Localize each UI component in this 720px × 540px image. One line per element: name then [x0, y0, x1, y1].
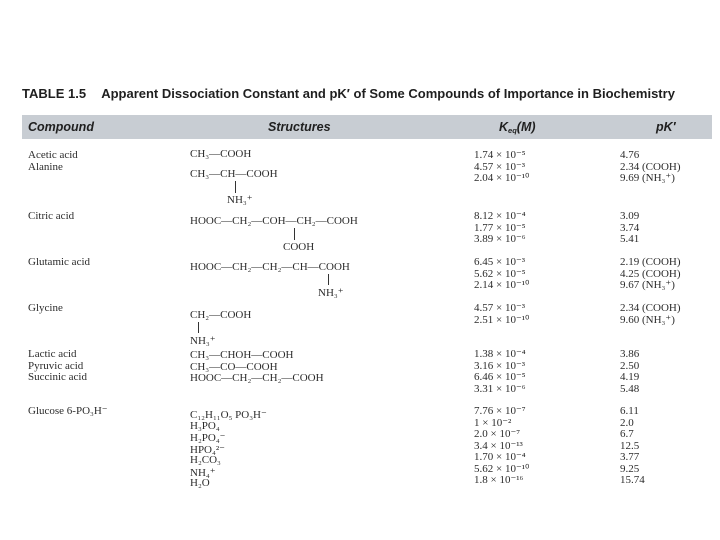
keq-value: 6.46 × 10⁻⁵: [474, 371, 526, 383]
keq-values: [474, 150, 529, 185]
structure-alanine: CH₃—CH—COOH: [190, 168, 278, 180]
pk-value: 2.19 (COOH): [620, 256, 681, 268]
compound-names: [28, 211, 74, 223]
table-number: TABLE 1.5: [22, 86, 87, 101]
structure-acetic: CH₃—COOH: [190, 148, 252, 160]
structure-alanine-sub: NH₃⁺: [227, 194, 253, 206]
keq-value: 3.16 × 10⁻³: [474, 359, 526, 372]
structure-lactic-pyruvic-succinic: [190, 349, 324, 384]
structure-phosphoric: H₃PO₄: [190, 419, 220, 432]
compound-names: [28, 406, 108, 418]
compound-name: Succinic acid: [28, 371, 87, 383]
pk-values: [620, 303, 681, 326]
keq-value: 5.62 × 10⁻⁵: [474, 267, 526, 280]
pk-value: 6.7: [620, 428, 634, 440]
keq-value: 1.74 × 10⁻⁵: [474, 149, 526, 161]
pk-value: 2.34 (COOH): [620, 302, 681, 314]
pk-value: 3.74: [620, 221, 640, 234]
bond-line: [198, 322, 199, 333]
table-title: [22, 86, 712, 101]
header-keq-subscript: eq: [508, 126, 517, 135]
pk-values: [620, 257, 681, 292]
keq-value: 2.51 × 10⁻¹⁰: [474, 313, 530, 326]
pk-value: 6.11: [620, 405, 639, 417]
pk-value: 9.69 (NH₃⁺): [620, 172, 675, 184]
compound-names: [28, 257, 90, 269]
pk-values: [620, 349, 639, 395]
compound-names: [28, 303, 63, 315]
pk-value: 4.25 (COOH): [620, 267, 681, 280]
compound-name: Pyruvic acid: [28, 359, 84, 372]
pk-value: 15.74: [620, 474, 645, 486]
keq-value: 4.57 × 10⁻³: [474, 160, 526, 173]
keq-value: 8.12 × 10⁻⁴: [474, 210, 526, 222]
keq-value: 1.8 × 10⁻¹⁶: [474, 474, 524, 486]
pk-values: [620, 211, 639, 246]
bond-line: [235, 181, 236, 193]
structure-succinic: HOOC—CH₂—CH₂—COOH: [190, 372, 324, 384]
structure-glucose-list: [190, 408, 267, 489]
pk-value: 2.50: [620, 359, 640, 372]
keq-value: 3.4 × 10⁻¹³: [474, 439, 523, 452]
keq-value: 7.76 × 10⁻⁷: [474, 405, 526, 417]
keq-values: [474, 257, 529, 292]
header-pk: pK′: [656, 120, 676, 134]
pk-values: [620, 150, 681, 185]
compound-name: Glutamic acid: [28, 256, 91, 268]
pk-value: 4.76: [620, 149, 640, 161]
compound-name: Lactic acid: [28, 348, 77, 360]
structure-glucose: C₁₂H₁₁O₅ PO₃H⁻: [190, 409, 267, 421]
keq-values: [474, 211, 526, 246]
header-keq: [499, 120, 536, 134]
compound-name: Glucose 6-PO₃H⁻: [28, 405, 108, 417]
pk-value: 5.48: [620, 382, 640, 395]
compound-names: [28, 349, 87, 384]
pk-value: 12.5: [620, 439, 640, 452]
pk-value: 9.60 (NH₃⁺): [620, 313, 675, 326]
pk-value: 2.34 (COOH): [620, 160, 681, 173]
table-header: [22, 115, 712, 139]
compound-name: Citric acid: [28, 210, 75, 222]
header-compound: Compound: [28, 120, 94, 134]
pk-value: 3.77: [620, 451, 640, 463]
pk-value: 4.19: [620, 371, 640, 383]
header-keq-symbol: K: [499, 120, 509, 134]
keq-values: [474, 406, 529, 487]
pk-value: 9.25: [620, 462, 640, 475]
keq-value: 2.14 × 10⁻¹⁰: [474, 279, 530, 291]
keq-values: [474, 349, 526, 395]
bond-line: [328, 274, 329, 285]
table-caption: Apparent Dissociation Constant and pK′ of Some Compounds of Importance in Biochemistry: [101, 86, 675, 101]
pk-value: 9.67 (NH₃⁺): [620, 279, 675, 291]
keq-value: 1.77 × 10⁻⁵: [474, 221, 526, 234]
keq-value: 1.38 × 10⁻⁴: [474, 348, 526, 360]
keq-value: 2.0 × 10⁻⁷: [474, 428, 521, 440]
header-keq-unit: (M): [516, 120, 536, 134]
pk-value: 3.09: [620, 210, 640, 222]
keq-value: 3.89 × 10⁻⁶: [474, 233, 526, 245]
structure-hydrogen-phosphate: HPO₄²⁻: [190, 443, 225, 456]
header-structures: Structures: [268, 120, 331, 134]
keq-value: 3.31 × 10⁻⁶: [474, 382, 526, 395]
keq-value: 1 × 10⁻²: [474, 416, 512, 429]
keq-value: 6.45 × 10⁻³: [474, 256, 526, 268]
structure-glutamic-main: HOOC—CH₂—CH₂—CH—COOH: [190, 261, 350, 273]
keq-value: 5.62 × 10⁻¹⁰: [474, 462, 530, 475]
structure-dihydrogen-phosphate: H₂PO₄⁻: [190, 432, 226, 444]
structure-carbonic: H₂CO₃: [190, 454, 221, 466]
compound-name: Alanine: [28, 160, 63, 173]
structure-glycine-sub: NH₃⁺: [190, 335, 216, 347]
structure-glycine-main: CH₂—COOH: [190, 309, 252, 321]
structure-ammonium: NH₄⁺: [190, 466, 216, 479]
pk-value: 3.86: [620, 348, 640, 360]
structure-pyruvic: CH₃—CO—COOH: [190, 360, 278, 373]
keq-value: 2.04 × 10⁻¹⁰: [474, 172, 530, 184]
bond-line: [294, 228, 295, 240]
keq-value: 1.70 × 10⁻⁴: [474, 451, 526, 463]
pk-value: 2.0: [620, 416, 634, 429]
structure-water: H₂O: [190, 477, 210, 489]
keq-values: [474, 303, 529, 326]
structure-citric-main: HOOC—CH₂—COH—CH₂—COOH: [190, 215, 358, 227]
compound-names: [28, 150, 78, 173]
structure-glutamic-sub: NH₃⁺: [318, 287, 344, 299]
pk-values: [620, 406, 645, 487]
compound-name: Acetic acid: [28, 149, 78, 161]
structure-lactic: CH₃—CHOH—COOH: [190, 349, 294, 361]
keq-value: 4.57 × 10⁻³: [474, 302, 526, 314]
pk-value: 5.41: [620, 233, 640, 245]
structure-citric-sub: COOH: [283, 241, 315, 253]
compound-name: Glycine: [28, 302, 63, 314]
